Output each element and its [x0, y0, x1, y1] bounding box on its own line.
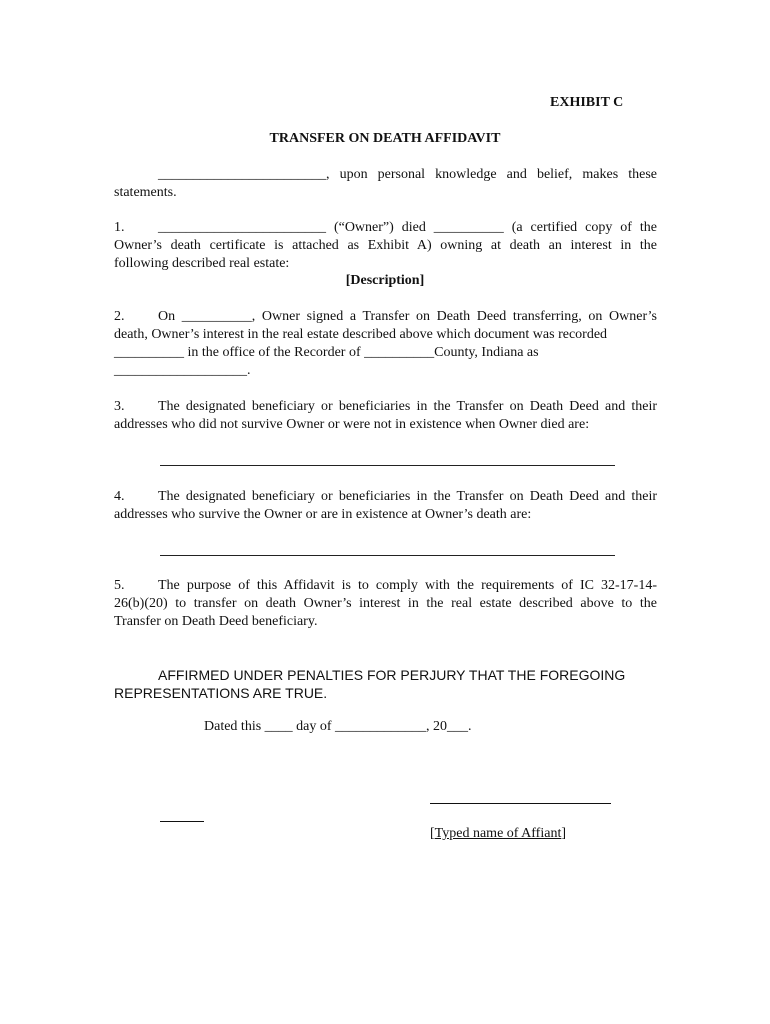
paragraph-1 — [114, 219, 657, 273]
paragraph-4-line-2: addresses who survive the Owner or are in existence at Owner’s death are: — [114, 507, 532, 522]
paragraph-2 — [114, 308, 657, 380]
typed-name-label: Typed name of Affiant — [434, 826, 562, 841]
paragraph-4-line-1 — [114, 488, 657, 506]
paragraph-5-line-1 — [114, 577, 657, 595]
surviving-beneficiaries-line — [160, 555, 615, 556]
paragraph-2-line-3: __________ in the office of the Recorder of __________County, Indiana as — [114, 345, 539, 360]
intro-line-1: ________________________, upon personal knowledge and belief, makes these — [158, 167, 657, 182]
paragraph-1-line-3: following described real estate: — [114, 256, 290, 271]
exhibit-label: EXHIBIT C — [550, 95, 624, 110]
paragraph-4-number: 4. — [114, 489, 125, 504]
typed-name-close-bracket: ] — [561, 826, 567, 841]
paragraph-1-line-2: Owner’s death certificate is attached as Exhibit A) owning at death an interest in the — [114, 238, 657, 253]
paragraph-4-line-1-text: The designated beneficiary or beneficiaries in the Transfer on Death Deed and their — [158, 489, 657, 504]
paragraph-3-line-2: addresses who did not survive Owner or were not in existence when Owner died are: — [114, 417, 590, 432]
description-heading: [Description] — [345, 273, 425, 288]
affirmation — [114, 666, 674, 702]
affirmation-line-1: AFFIRMED UNDER PENALTIES FOR PERJURY THAT THE FOREGOING — [158, 667, 626, 683]
typed-name-open-bracket: [ — [430, 826, 435, 841]
paragraph-2-line-4: ___________________. — [114, 363, 251, 378]
paragraph-1-number: 1. — [114, 220, 125, 235]
paragraph-5-line-1-text: The purpose of this Affidavit is to comply with the requirements of IC 32-17-14- — [158, 578, 657, 593]
signature-line — [430, 803, 611, 804]
paragraph-2-line-1 — [114, 308, 657, 326]
affirmation-line-2: REPRESENTATIONS ARE TRUE. — [114, 685, 328, 701]
paragraph-4 — [114, 488, 657, 524]
non-surviving-beneficiaries-line — [160, 465, 615, 466]
paragraph-5-line-2: 26(b)(20) to transfer on death Owner’s interest in the real estate described above to the — [114, 596, 657, 611]
paragraph-5 — [114, 577, 657, 631]
paragraph-1-line-1 — [114, 219, 657, 237]
paragraph-2-line-2: death, Owner’s interest in the real estate described above which document was recorded — [114, 327, 608, 342]
paragraph-5-number: 5. — [114, 578, 125, 593]
paragraph-2-line-1-text: On __________, Owner signed a Transfer on Death Deed transferring, on Owner’s — [158, 309, 657, 324]
paragraph-3-number: 3. — [114, 399, 125, 414]
paragraph-1-line-1-text: ________________________ (“Owner”) died __________ (a certified copy of the — [158, 220, 657, 235]
paragraph-3 — [114, 398, 657, 434]
dated-line: Dated this ____ day of _____________, 20___. — [204, 719, 472, 734]
intro-paragraph — [114, 166, 657, 202]
short-signature-line — [160, 821, 204, 822]
paragraph-5-line-3: Transfer on Death Deed beneficiary. — [114, 614, 318, 629]
paragraph-2-number: 2. — [114, 309, 125, 324]
intro-line-2: statements. — [114, 185, 177, 200]
paragraph-3-line-1-text: The designated beneficiary or beneficiaries in the Transfer on Death Deed and their — [158, 399, 657, 414]
paragraph-3-line-1 — [114, 398, 657, 416]
document-title: TRANSFER ON DEATH AFFIDAVIT — [269, 131, 501, 146]
typed-name-of-affiant — [430, 826, 566, 842]
